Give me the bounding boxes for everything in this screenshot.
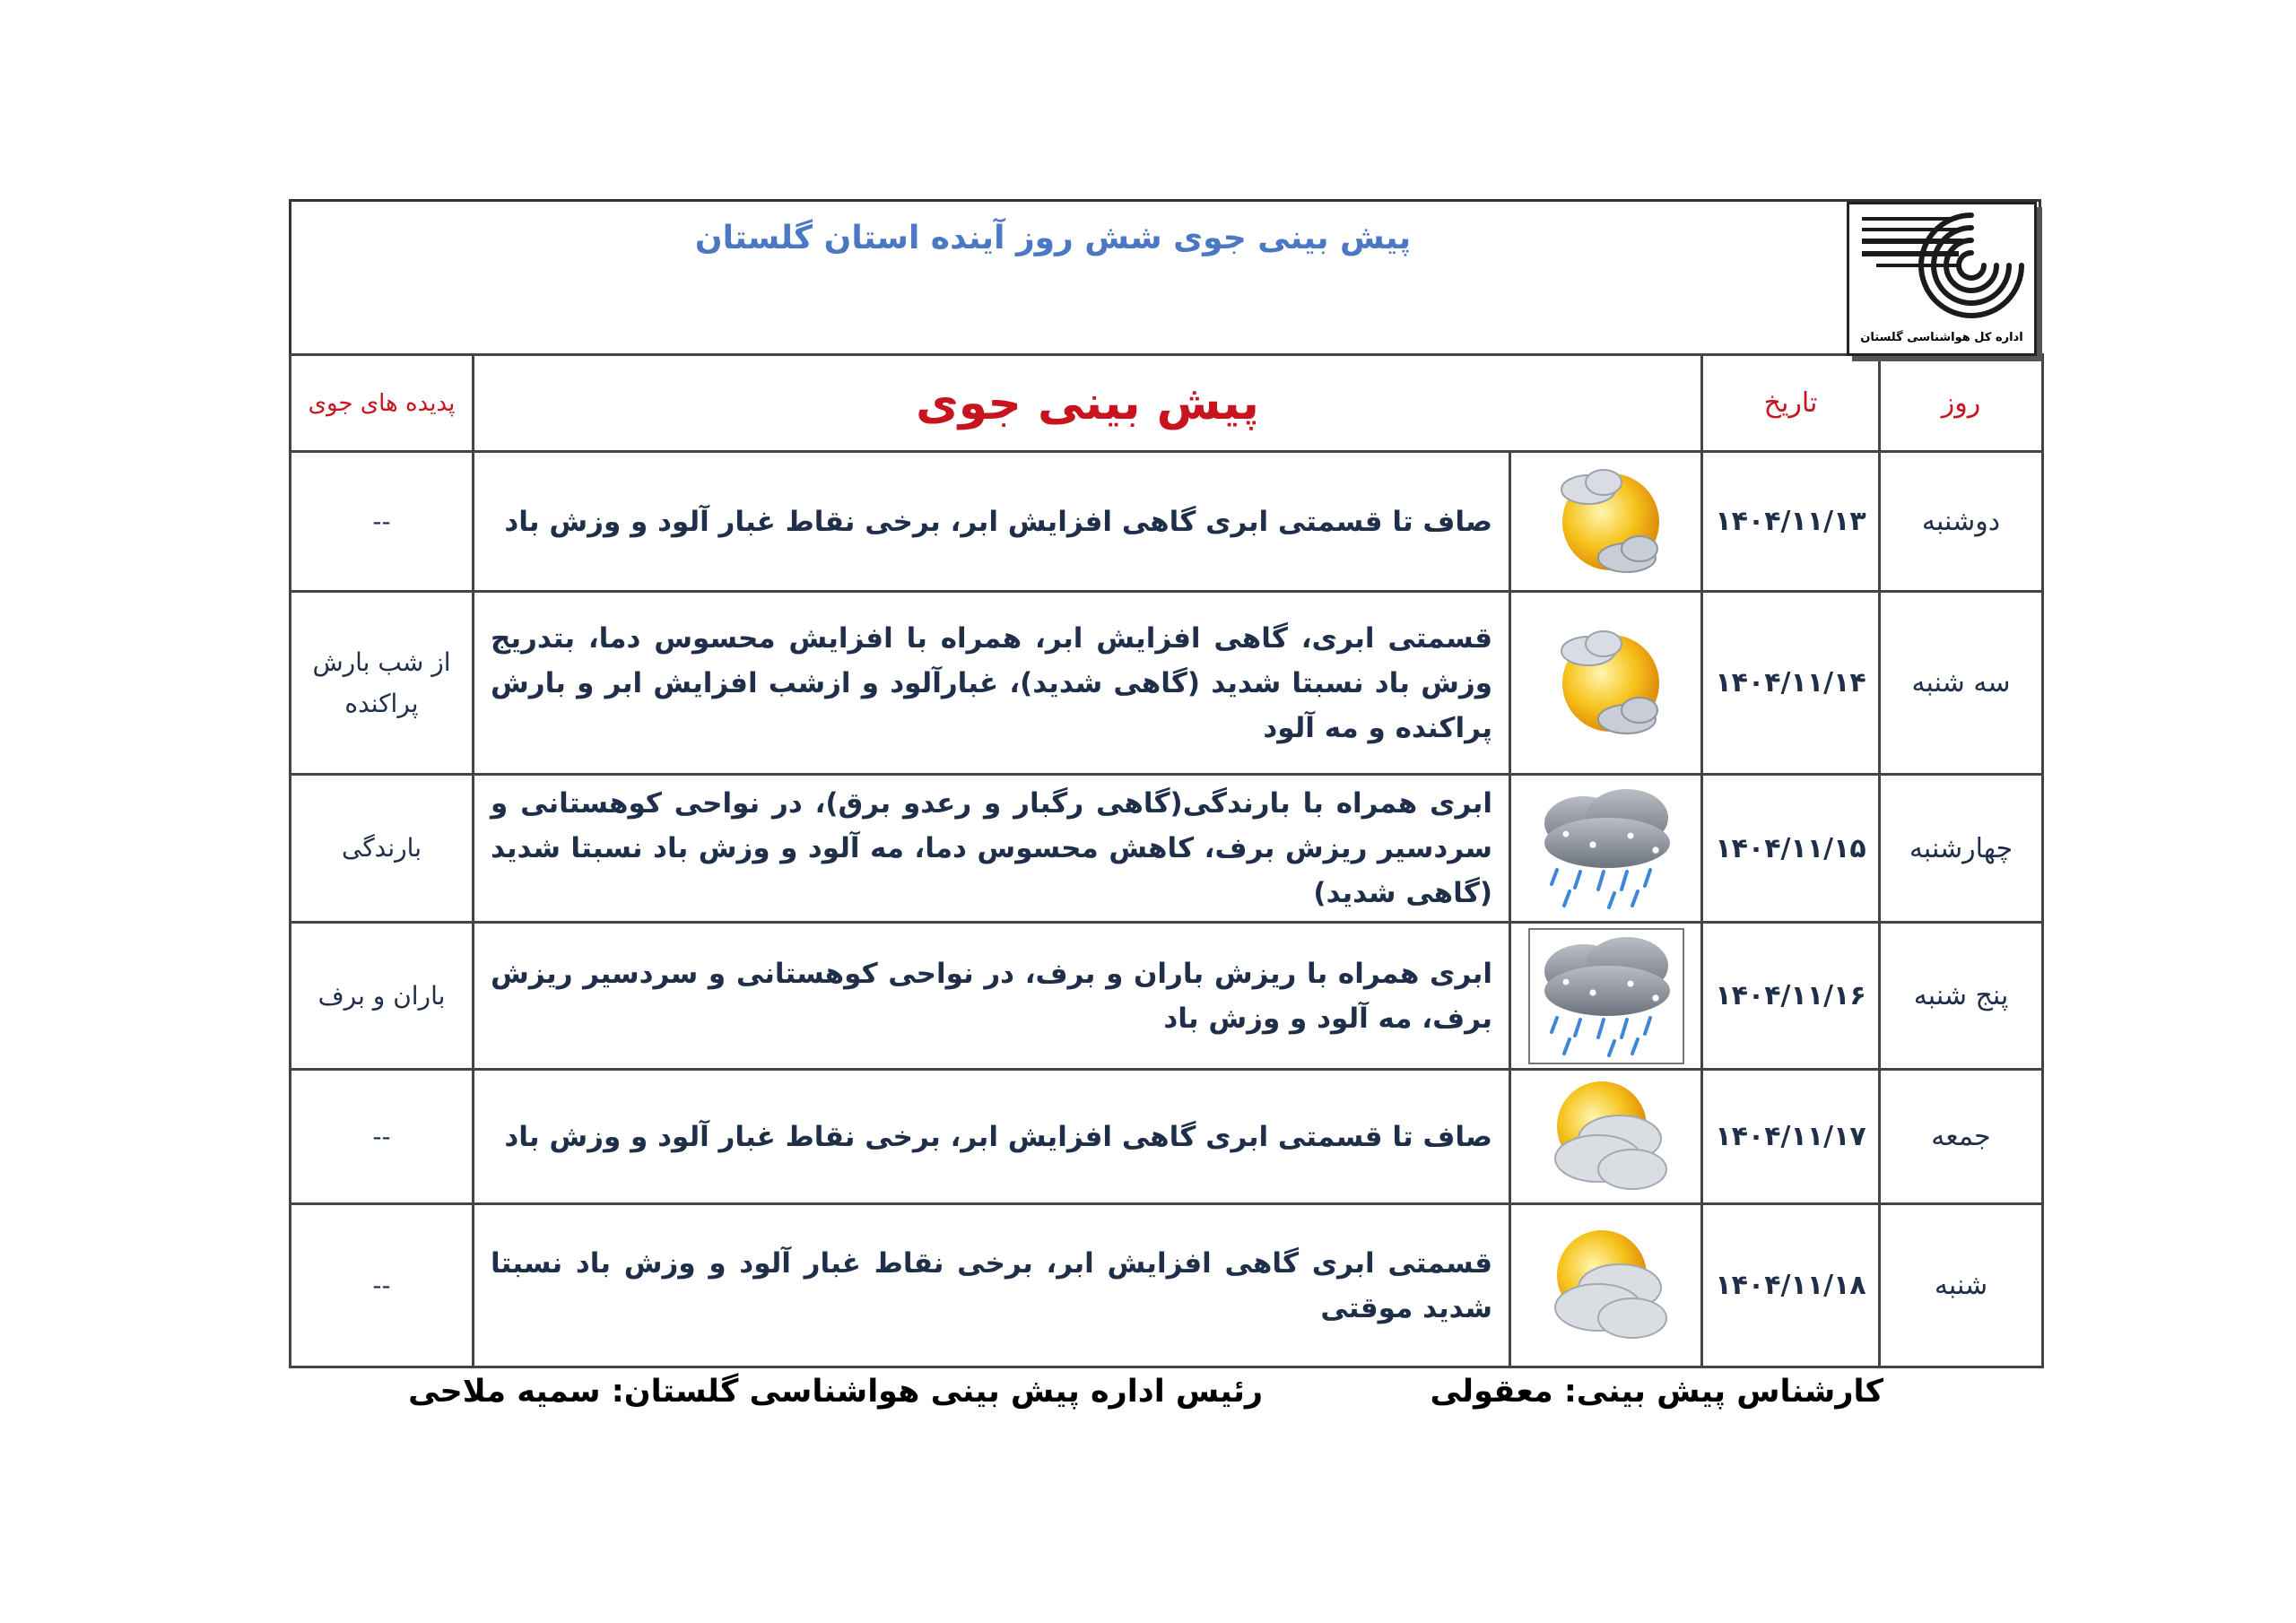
meteorological-organization-logo-icon [1849,204,2034,321]
date-cell: ۱۴۰۴/۱۱/۱۵ [1702,775,1880,923]
phenomena-cell: باران و برف [291,923,474,1070]
table-row [291,452,2043,592]
day-cell: شنبه [1880,1204,2043,1367]
rain-cloud-icon [1530,930,1683,1059]
forecast-expert: کارشناس پیش بینی: معقولی [1430,1374,1883,1410]
date-cell: ۱۴۰۴/۱۱/۱۴ [1702,592,1880,775]
day-cell: دوشنبه [1880,452,2043,592]
phenomena-cell: بارندگی [291,775,474,923]
table-row [291,1204,2043,1367]
sun-behind-clouds-icon [1539,1072,1674,1198]
day-cell: چهارشنبه [1880,775,2043,923]
table-row [291,1070,2043,1204]
sun-partly-cloudy-icon [1539,457,1674,583]
sheet-header [289,199,2041,353]
forecast-description: صاف تا قسمتی ابری گاهی افزایش ابر، برخی نقاط غبار آلود و وزش باد [474,452,1510,592]
phenomena-cell: از شب بارش پراکنده [291,592,474,775]
table-row [291,775,2043,923]
forecast-description: قسمتی ابری گاهی افزایش ابر، برخی نقاط غبار آلود و وزش باد نسبتا شدید موقتی [474,1204,1510,1367]
table-row [291,923,2043,1070]
sun-behind-clouds-icon [1539,1221,1674,1347]
weather-icon-cell [1510,1070,1702,1204]
forecast-description: ابری همراه با بارندگی(گاهی رگبار و رعدو برق)، در نواحی کوهستانی و سردسیر ریزش برف، کاهش محسوس دما، مه آلود و وزش باد نسبتا شدید (گاهی شدید) [474,775,1510,923]
date-cell: ۱۴۰۴/۱۱/۱۶ [1702,923,1880,1070]
day-cell: سه شنبه [1880,592,2043,775]
weather-icon-frame [1528,928,1684,1064]
table-row [291,592,2043,775]
day-cell: پنج شنبه [1880,923,2043,1070]
date-cell: ۱۴۰۴/۱۱/۱۸ [1702,1204,1880,1367]
forecast-description: صاف تا قسمتی ابری گاهی افزایش ابر، برخی نقاط غبار آلود و وزش باد [474,1070,1510,1204]
phenomena-cell: -- [291,1204,474,1367]
date-cell: ۱۴۰۴/۱۱/۱۳ [1702,452,1880,592]
forecast-table [289,353,2044,1368]
rain-cloud-icon [1530,782,1683,911]
phenomena-cell: -- [291,1070,474,1204]
date-cell: ۱۴۰۴/۱۱/۱۷ [1702,1070,1880,1204]
column-header-date: تاریخ [1702,355,1880,452]
column-header-forecast: پیش بینی جوی [474,355,1702,452]
page-title: پیش بینی جوی شش روز آینده استان گلستان [694,220,1412,256]
weather-icon-cell [1510,592,1702,775]
logo-caption: اداره کل هواشناسی گلستان [1860,331,2023,344]
forecast-description: قسمتی ابری، گاهی افزایش ابر، همراه با افزایش محسوس دما، بتدریج وزش باد نسبتا شدید (گاهی شدید)، غبارآلود و ازشب افزایش ابر و بارش پراکنده و مه آلود [474,592,1510,775]
weather-icon-cell [1510,1204,1702,1367]
table-header-row [291,355,2043,452]
weather-icon-cell [1510,775,1702,923]
phenomena-cell: -- [291,452,474,592]
sun-partly-cloudy-icon [1539,619,1674,744]
column-header-phenomena: پدیده های جوی [291,355,474,452]
weather-icon-cell [1510,923,1702,1070]
weather-icon-cell [1510,452,1702,592]
organization-logo [1847,202,2037,356]
forecast-office-head: رئیس اداره پیش بینی هواشناسی گلستان: سمیه ملاحی [408,1374,1263,1410]
forecast-sheet [289,199,2041,1368]
forecast-description: ابری همراه با ریزش باران و برف، در نواحی کوهستانی و سردسیر ریزش برف، مه آلود و وزش باد [474,923,1510,1070]
column-header-day: روز [1880,355,2043,452]
day-cell: جمعه [1880,1070,2043,1204]
